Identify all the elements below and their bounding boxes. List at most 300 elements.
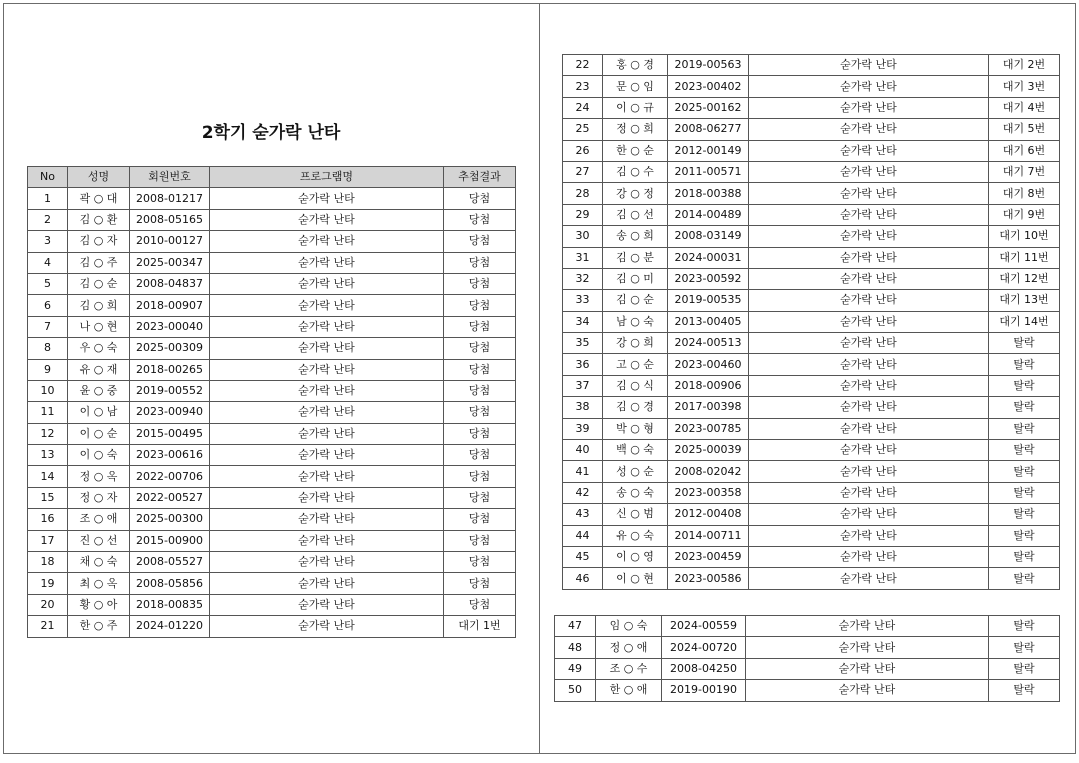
cell-program: 숟가락 난타 <box>749 418 989 439</box>
cell-member-id: 2023-00460 <box>668 354 749 375</box>
table-row <box>563 354 1060 375</box>
cell-program: 숟가락 난타 <box>749 97 989 118</box>
cell-name: 강 ○ 정 <box>603 183 668 204</box>
cell-no: 31 <box>563 247 603 268</box>
cell-no: 38 <box>563 397 603 418</box>
cell-name: 김 ○ 순 <box>68 273 130 294</box>
cell-program: 숟가락 난타 <box>746 658 989 679</box>
cell-member-id: 2018-00835 <box>130 594 210 615</box>
cell-member-id: 2024-00031 <box>668 247 749 268</box>
cell-member-id: 2010-00127 <box>130 231 210 252</box>
cell-program: 숟가락 난타 <box>749 504 989 525</box>
table-row <box>555 658 1060 679</box>
cell-name: 김 ○ 분 <box>603 247 668 268</box>
cell-program: 숟가락 난타 <box>210 273 444 294</box>
cell-no: 42 <box>563 482 603 503</box>
cell-program: 숟가락 난타 <box>749 140 989 161</box>
cell-name: 송 ○ 숙 <box>603 482 668 503</box>
cell-no: 50 <box>555 680 596 701</box>
cell-member-id: 2008-05527 <box>130 552 210 573</box>
cell-program: 숟가락 난타 <box>749 546 989 567</box>
cell-program: 숟가락 난타 <box>210 573 444 594</box>
cell-member-id: 2023-00459 <box>668 546 749 567</box>
cell-member-id: 2022-00706 <box>130 466 210 487</box>
cell-member-id: 2024-00720 <box>662 637 746 658</box>
cell-program: 숟가락 난타 <box>749 354 989 375</box>
cell-program: 숟가락 난타 <box>210 380 444 401</box>
table-row <box>28 530 516 551</box>
cell-no: 26 <box>563 140 603 161</box>
cell-member-id: 2008-04250 <box>662 658 746 679</box>
cell-name: 정 ○ 자 <box>68 487 130 508</box>
cell-name: 최 ○ 옥 <box>68 573 130 594</box>
cell-member-id: 2008-05856 <box>130 573 210 594</box>
cell-member-id: 2019-00535 <box>668 290 749 311</box>
cell-name: 송 ○ 희 <box>603 226 668 247</box>
cell-member-id: 2008-01217 <box>130 188 210 209</box>
cell-member-id: 2018-00906 <box>668 375 749 396</box>
table-row <box>28 509 516 530</box>
cell-no: 11 <box>28 402 68 423</box>
table-row <box>563 97 1060 118</box>
cell-member-id: 2025-00039 <box>668 440 749 461</box>
cell-name: 정 ○ 옥 <box>68 466 130 487</box>
cell-member-id: 2022-00527 <box>130 487 210 508</box>
cell-program: 숟가락 난타 <box>749 375 989 396</box>
cell-member-id: 2018-00907 <box>130 295 210 316</box>
page-divider <box>539 3 540 754</box>
table-row <box>28 402 516 423</box>
cell-member-id: 2014-00489 <box>668 204 749 225</box>
cell-program: 숟가락 난타 <box>210 188 444 209</box>
cell-result: 대기 8번 <box>989 183 1060 204</box>
cell-program: 숟가락 난타 <box>749 440 989 461</box>
cell-name: 이 ○ 현 <box>603 568 668 589</box>
cell-member-id: 2023-00402 <box>668 76 749 97</box>
table-row <box>28 445 516 466</box>
table-row <box>563 568 1060 589</box>
cell-program: 숟가락 난타 <box>749 76 989 97</box>
cell-program: 숟가락 난타 <box>210 509 444 530</box>
cell-no: 37 <box>563 375 603 396</box>
cell-member-id: 2025-00300 <box>130 509 210 530</box>
cell-name: 홍 ○ 경 <box>603 55 668 76</box>
cell-program: 숟가락 난타 <box>210 530 444 551</box>
cell-program: 숟가락 난타 <box>749 461 989 482</box>
cell-no: 28 <box>563 183 603 204</box>
cell-no: 35 <box>563 333 603 354</box>
cell-name: 조 ○ 수 <box>596 658 662 679</box>
cell-result: 탈락 <box>989 397 1060 418</box>
cell-name: 이 ○ 영 <box>603 546 668 567</box>
cell-result: 당첨 <box>444 466 516 487</box>
cell-result: 대기 7번 <box>989 161 1060 182</box>
cell-no: 20 <box>28 594 68 615</box>
table-row <box>555 637 1060 658</box>
header-no: No <box>28 167 68 188</box>
table-row <box>555 616 1060 637</box>
table-header-row <box>28 167 516 188</box>
cell-program: 숟가락 난타 <box>746 616 989 637</box>
table-body-part-1 <box>28 188 516 637</box>
cell-result: 당첨 <box>444 380 516 401</box>
table-row <box>563 226 1060 247</box>
cell-member-id: 2018-00265 <box>130 359 210 380</box>
cell-result: 당첨 <box>444 188 516 209</box>
table-row <box>555 680 1060 701</box>
cell-no: 24 <box>563 97 603 118</box>
lottery-table-part-1 <box>27 166 516 638</box>
table-row <box>563 461 1060 482</box>
cell-result: 당첨 <box>444 359 516 380</box>
cell-no: 39 <box>563 418 603 439</box>
cell-no: 13 <box>28 445 68 466</box>
cell-result: 대기 5번 <box>989 119 1060 140</box>
cell-name: 정 ○ 희 <box>603 119 668 140</box>
cell-program: 숟가락 난타 <box>749 268 989 289</box>
cell-name: 곽 ○ 대 <box>68 188 130 209</box>
table-row <box>28 316 516 337</box>
cell-no: 23 <box>563 76 603 97</box>
cell-name: 한 ○ 애 <box>596 680 662 701</box>
cell-result: 탈락 <box>989 504 1060 525</box>
cell-member-id: 2023-00616 <box>130 445 210 466</box>
table-row <box>563 290 1060 311</box>
cell-no: 3 <box>28 231 68 252</box>
header-program: 프로그램명 <box>210 167 444 188</box>
cell-no: 27 <box>563 161 603 182</box>
table-row <box>563 204 1060 225</box>
cell-member-id: 2019-00563 <box>668 55 749 76</box>
cell-name: 김 ○ 희 <box>68 295 130 316</box>
cell-name: 김 ○ 자 <box>68 231 130 252</box>
cell-name: 채 ○ 숙 <box>68 552 130 573</box>
table-row <box>28 487 516 508</box>
cell-name: 유 ○ 재 <box>68 359 130 380</box>
table-row <box>28 380 516 401</box>
table-body-part-2 <box>563 55 1060 590</box>
table-row <box>563 55 1060 76</box>
cell-no: 25 <box>563 119 603 140</box>
cell-no: 2 <box>28 209 68 230</box>
table-row <box>563 119 1060 140</box>
cell-program: 숟가락 난타 <box>749 333 989 354</box>
cell-result: 탈락 <box>989 440 1060 461</box>
table-row <box>563 268 1060 289</box>
cell-name: 조 ○ 애 <box>68 509 130 530</box>
cell-no: 44 <box>563 525 603 546</box>
cell-no: 10 <box>28 380 68 401</box>
cell-name: 이 ○ 순 <box>68 423 130 444</box>
cell-result: 탈락 <box>989 637 1060 658</box>
table-row <box>28 573 516 594</box>
cell-name: 윤 ○ 중 <box>68 380 130 401</box>
cell-name: 김 ○ 주 <box>68 252 130 273</box>
cell-name: 진 ○ 선 <box>68 530 130 551</box>
cell-result: 대기 9번 <box>989 204 1060 225</box>
table-row <box>563 76 1060 97</box>
cell-program: 숟가락 난타 <box>746 680 989 701</box>
cell-program: 숟가락 난타 <box>210 316 444 337</box>
cell-member-id: 2023-00040 <box>130 316 210 337</box>
cell-result: 탈락 <box>989 658 1060 679</box>
cell-member-id: 2023-00586 <box>668 568 749 589</box>
cell-name: 김 ○ 순 <box>603 290 668 311</box>
cell-no: 46 <box>563 568 603 589</box>
table-row <box>563 140 1060 161</box>
cell-name: 임 ○ 숙 <box>596 616 662 637</box>
cell-no: 45 <box>563 546 603 567</box>
cell-program: 숟가락 난타 <box>210 552 444 573</box>
table-row <box>563 161 1060 182</box>
cell-member-id: 2011-00571 <box>668 161 749 182</box>
cell-no: 48 <box>555 637 596 658</box>
cell-program: 숟가락 난타 <box>210 209 444 230</box>
cell-no: 7 <box>28 316 68 337</box>
cell-name: 박 ○ 형 <box>603 418 668 439</box>
cell-no: 47 <box>555 616 596 637</box>
cell-result: 당첨 <box>444 231 516 252</box>
cell-program: 숟가락 난타 <box>749 183 989 204</box>
cell-result: 대기 3번 <box>989 76 1060 97</box>
cell-program: 숟가락 난타 <box>210 359 444 380</box>
cell-name: 강 ○ 희 <box>603 333 668 354</box>
cell-program: 숟가락 난타 <box>749 397 989 418</box>
cell-no: 29 <box>563 204 603 225</box>
cell-program: 숟가락 난타 <box>210 594 444 615</box>
cell-result: 대기 1번 <box>444 616 516 637</box>
cell-program: 숟가락 난타 <box>210 487 444 508</box>
cell-result: 대기 6번 <box>989 140 1060 161</box>
cell-member-id: 2008-06277 <box>668 119 749 140</box>
cell-result: 탈락 <box>989 354 1060 375</box>
cell-result: 당첨 <box>444 402 516 423</box>
cell-member-id: 2023-00358 <box>668 482 749 503</box>
cell-member-id: 2025-00162 <box>668 97 749 118</box>
cell-result: 당첨 <box>444 594 516 615</box>
cell-result: 당첨 <box>444 530 516 551</box>
cell-result: 대기 14번 <box>989 311 1060 332</box>
header-member-id: 회원번호 <box>130 167 210 188</box>
cell-member-id: 2023-00592 <box>668 268 749 289</box>
cell-name: 이 ○ 남 <box>68 402 130 423</box>
cell-result: 당첨 <box>444 338 516 359</box>
cell-member-id: 2024-01220 <box>130 616 210 637</box>
table-row <box>28 466 516 487</box>
table-row <box>28 252 516 273</box>
table-row <box>563 504 1060 525</box>
cell-result: 당첨 <box>444 252 516 273</box>
cell-member-id: 2012-00149 <box>668 140 749 161</box>
cell-no: 22 <box>563 55 603 76</box>
lottery-table-part-2 <box>562 54 1060 590</box>
cell-result: 당첨 <box>444 295 516 316</box>
cell-member-id: 2014-00711 <box>668 525 749 546</box>
page-title: 2학기 숟가락 난타 <box>201 123 341 143</box>
cell-no: 32 <box>563 268 603 289</box>
cell-name: 김 ○ 환 <box>68 209 130 230</box>
cell-result: 탈락 <box>989 525 1060 546</box>
cell-program: 숟가락 난타 <box>749 568 989 589</box>
cell-no: 34 <box>563 311 603 332</box>
cell-program: 숟가락 난타 <box>749 311 989 332</box>
cell-member-id: 2013-00405 <box>668 311 749 332</box>
cell-result: 대기 10번 <box>989 226 1060 247</box>
cell-name: 신 ○ 범 <box>603 504 668 525</box>
cell-result: 탈락 <box>989 418 1060 439</box>
cell-result: 대기 2번 <box>989 55 1060 76</box>
cell-no: 15 <box>28 487 68 508</box>
cell-result: 당첨 <box>444 273 516 294</box>
cell-program: 숟가락 난타 <box>749 290 989 311</box>
cell-name: 성 ○ 순 <box>603 461 668 482</box>
table-row <box>563 333 1060 354</box>
cell-program: 숟가락 난타 <box>749 161 989 182</box>
cell-program: 숟가락 난타 <box>210 423 444 444</box>
cell-result: 탈락 <box>989 333 1060 354</box>
cell-member-id: 2008-02042 <box>668 461 749 482</box>
table-row <box>28 338 516 359</box>
table-row <box>28 273 516 294</box>
cell-no: 41 <box>563 461 603 482</box>
cell-no: 8 <box>28 338 68 359</box>
table-row <box>28 295 516 316</box>
cell-result: 당첨 <box>444 209 516 230</box>
cell-no: 49 <box>555 658 596 679</box>
cell-member-id: 2023-00785 <box>668 418 749 439</box>
cell-member-id: 2015-00900 <box>130 530 210 551</box>
cell-member-id: 2023-00940 <box>130 402 210 423</box>
cell-result: 당첨 <box>444 445 516 466</box>
cell-member-id: 2019-00190 <box>662 680 746 701</box>
cell-member-id: 2015-00495 <box>130 423 210 444</box>
cell-program: 숟가락 난타 <box>749 525 989 546</box>
table-row <box>28 231 516 252</box>
cell-no: 17 <box>28 530 68 551</box>
cell-program: 숟가락 난타 <box>210 231 444 252</box>
table-row <box>563 397 1060 418</box>
cell-program: 숟가락 난타 <box>749 247 989 268</box>
table-row <box>563 183 1060 204</box>
cell-result: 탈락 <box>989 482 1060 503</box>
table-row <box>28 209 516 230</box>
cell-name: 남 ○ 숙 <box>603 311 668 332</box>
cell-program: 숟가락 난타 <box>210 402 444 423</box>
cell-result: 당첨 <box>444 573 516 594</box>
cell-member-id: 2008-03149 <box>668 226 749 247</box>
cell-name: 유 ○ 숙 <box>603 525 668 546</box>
table-body-part-3 <box>555 616 1060 702</box>
cell-no: 4 <box>28 252 68 273</box>
cell-result: 대기 4번 <box>989 97 1060 118</box>
cell-result: 당첨 <box>444 509 516 530</box>
cell-program: 숟가락 난타 <box>749 55 989 76</box>
cell-no: 43 <box>563 504 603 525</box>
cell-no: 14 <box>28 466 68 487</box>
cell-name: 우 ○ 숙 <box>68 338 130 359</box>
cell-no: 9 <box>28 359 68 380</box>
cell-no: 12 <box>28 423 68 444</box>
table-row <box>28 359 516 380</box>
table-row <box>28 552 516 573</box>
cell-result: 당첨 <box>444 552 516 573</box>
cell-member-id: 2018-00388 <box>668 183 749 204</box>
cell-member-id: 2017-00398 <box>668 397 749 418</box>
cell-name: 이 ○ 규 <box>603 97 668 118</box>
table-row <box>563 546 1060 567</box>
table-row <box>563 418 1060 439</box>
cell-no: 5 <box>28 273 68 294</box>
cell-name: 이 ○ 숙 <box>68 445 130 466</box>
cell-name: 김 ○ 미 <box>603 268 668 289</box>
table-row <box>563 311 1060 332</box>
cell-name: 김 ○ 선 <box>603 204 668 225</box>
cell-name: 한 ○ 순 <box>603 140 668 161</box>
cell-no: 16 <box>28 509 68 530</box>
cell-result: 당첨 <box>444 316 516 337</box>
header-result: 추첨결과 <box>444 167 516 188</box>
cell-no: 18 <box>28 552 68 573</box>
cell-result: 대기 13번 <box>989 290 1060 311</box>
cell-result: 대기 12번 <box>989 268 1060 289</box>
cell-member-id: 2025-00309 <box>130 338 210 359</box>
table-row <box>563 375 1060 396</box>
table-row <box>563 525 1060 546</box>
cell-no: 6 <box>28 295 68 316</box>
cell-name: 김 ○ 식 <box>603 375 668 396</box>
cell-program: 숟가락 난타 <box>210 252 444 273</box>
header-name: 성명 <box>68 167 130 188</box>
cell-result: 탈락 <box>989 375 1060 396</box>
cell-name: 김 ○ 수 <box>603 161 668 182</box>
cell-name: 한 ○ 주 <box>68 616 130 637</box>
cell-no: 19 <box>28 573 68 594</box>
cell-result: 탈락 <box>989 680 1060 701</box>
cell-program: 숟가락 난타 <box>746 637 989 658</box>
cell-result: 탈락 <box>989 568 1060 589</box>
cell-program: 숟가락 난타 <box>210 466 444 487</box>
table-row <box>28 423 516 444</box>
cell-program: 숟가락 난타 <box>210 616 444 637</box>
cell-name: 정 ○ 애 <box>596 637 662 658</box>
cell-no: 36 <box>563 354 603 375</box>
cell-no: 33 <box>563 290 603 311</box>
cell-result: 탈락 <box>989 546 1060 567</box>
lottery-table-part-3 <box>554 615 1060 702</box>
cell-name: 나 ○ 현 <box>68 316 130 337</box>
cell-program: 숟가락 난타 <box>749 226 989 247</box>
cell-member-id: 2012-00408 <box>668 504 749 525</box>
cell-program: 숟가락 난타 <box>749 119 989 140</box>
cell-no: 21 <box>28 616 68 637</box>
cell-name: 문 ○ 임 <box>603 76 668 97</box>
cell-program: 숟가락 난타 <box>749 482 989 503</box>
cell-member-id: 2019-00552 <box>130 380 210 401</box>
cell-program: 숟가락 난타 <box>210 445 444 466</box>
cell-member-id: 2024-00559 <box>662 616 746 637</box>
table-row <box>563 247 1060 268</box>
cell-name: 백 ○ 숙 <box>603 440 668 461</box>
cell-result: 탈락 <box>989 616 1060 637</box>
cell-result: 대기 11번 <box>989 247 1060 268</box>
table-row <box>28 594 516 615</box>
cell-name: 고 ○ 순 <box>603 354 668 375</box>
table-row <box>563 482 1060 503</box>
cell-program: 숟가락 난타 <box>210 295 444 316</box>
cell-result: 당첨 <box>444 487 516 508</box>
cell-name: 황 ○ 아 <box>68 594 130 615</box>
table-row <box>563 440 1060 461</box>
